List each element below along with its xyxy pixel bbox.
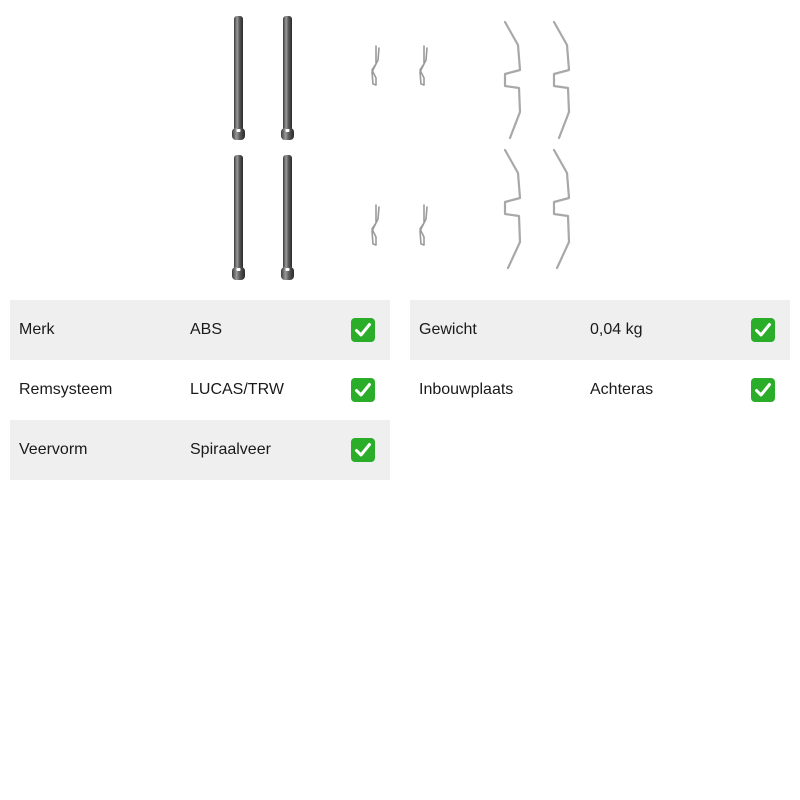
spec-row-brand — [10, 300, 390, 360]
check-icon — [351, 438, 375, 462]
spec-row-brake-system — [10, 360, 390, 420]
spec-value: 0,04 kg — [590, 321, 643, 338]
spec-label: Veervorm — [19, 441, 88, 458]
spec-value: ABS — [190, 321, 223, 338]
spec-table-right — [410, 300, 790, 420]
guide-pin-icon — [232, 16, 245, 140]
spec-value: LUCAS/TRW — [190, 381, 284, 398]
spec-table-left — [10, 300, 390, 480]
spring-clip-icon — [420, 46, 427, 85]
wire-spring-icon — [554, 150, 569, 268]
guide-pin-icon — [281, 16, 294, 140]
spec-label: Remsysteem — [19, 381, 113, 398]
spec-value: Spiraalveer — [190, 441, 271, 458]
spec-label: Gewicht — [419, 321, 477, 338]
wire-spring-icon — [505, 150, 520, 268]
wire-spring-icon — [554, 22, 569, 138]
spec-row-mounting-position — [410, 360, 790, 420]
spec-label: Merk — [19, 321, 55, 338]
spring-clip-icon — [420, 205, 427, 245]
spring-clip-icon — [372, 46, 379, 85]
spring-clip-icon — [372, 205, 379, 245]
check-icon — [751, 378, 775, 402]
spec-row-spring-shape — [10, 420, 390, 480]
spec-row-weight — [410, 300, 790, 360]
guide-pin-icon — [232, 155, 245, 280]
check-icon — [351, 318, 375, 342]
spec-label: Inbouwplaats — [419, 381, 514, 398]
wire-spring-icon — [505, 22, 520, 138]
guide-pin-icon — [281, 155, 294, 280]
spec-value: Achteras — [590, 381, 654, 398]
product-image — [0, 0, 800, 290]
check-icon — [351, 378, 375, 402]
check-icon — [751, 318, 775, 342]
